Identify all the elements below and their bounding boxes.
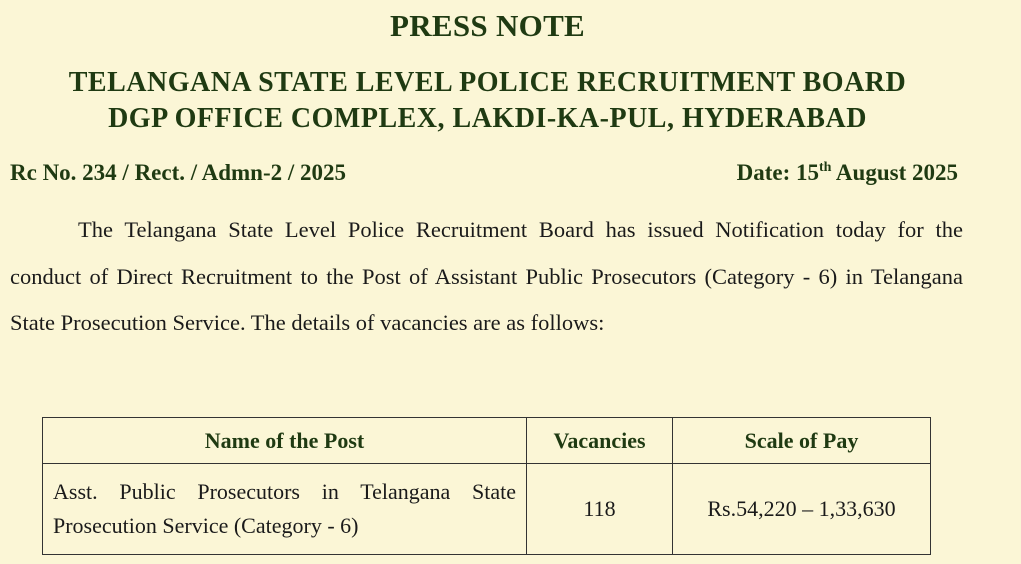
page-title: PRESS NOTE — [389, 8, 586, 43]
header-pay: Scale of Pay — [673, 418, 931, 464]
reference-number: Rc No. 234 / Rect. / Admn-2 / 2025 — [10, 160, 347, 185]
board-address: DGP OFFICE COMPLEX, LAKDI-KA-PUL, HYDERABAD — [108, 103, 867, 134]
cell-vacancies: 118 — [527, 464, 673, 555]
issue-date — [737, 160, 958, 186]
vacancy-table — [42, 417, 931, 555]
board-name: TELANGANA STATE LEVEL POLICE RECRUITMENT BOARD — [68, 67, 907, 98]
table-header-row — [43, 418, 931, 464]
cell-post: Asst. Public Prosecutors in Telangana State Prosecution Service (Category - 6) — [43, 464, 527, 555]
table-row — [43, 464, 931, 555]
date-prefix: Date: 15 — [736, 160, 819, 185]
header-vacancies: Vacancies — [527, 418, 673, 464]
header-post: Name of the Post — [43, 418, 527, 464]
body-paragraph: The Telangana State Level Police Recruitment Board has issued Notification today for the conduct of Direct Recruitment to the Post of Assistant Public Prosecutors (Category - 6) in Telangana State Prosecution Service. The details of vacancies are as follows: — [10, 217, 963, 335]
cell-pay: Rs.54,220 – 1,33,630 — [673, 464, 931, 555]
date-rest: August 2025 — [831, 160, 958, 185]
date-ordinal: th — [819, 160, 832, 175]
